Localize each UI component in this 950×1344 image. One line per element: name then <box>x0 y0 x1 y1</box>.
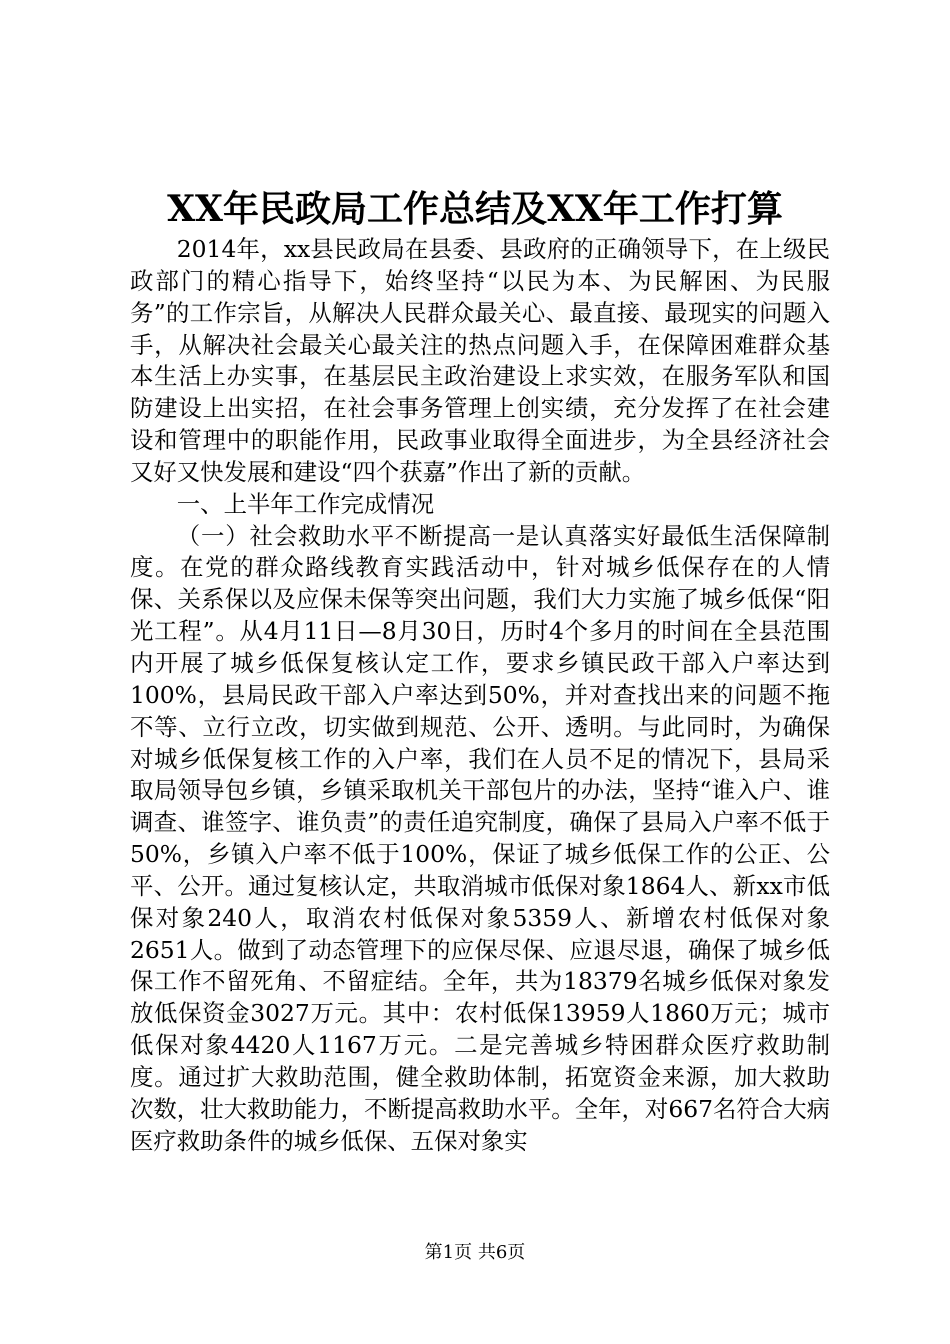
section-heading: 一、上半年工作完成情况 <box>176 489 435 518</box>
document-body <box>130 234 830 1157</box>
subsection-paragraph: （一）社会救助水平不断提高一是认真落实好最低生活保障制度。在党的群众路线教育实践活动中，针对城乡低保存在的人情保、关系保以及应保未保等突出问题，我们大力实施了城乡低保“阳光工程”。从4月11日—8月30日，历时4个多月的时间在全县范围内开展了城乡低保复核认定工作，要求乡镇民政干部入户率达到100%，县局民政干部入户率达到50%，并对查找出来的问题不拖不等、立行立改，切实做到规范、公开、透明。与此同时，为确保对城乡低保复核工作的入户率，我们在人员不足的情况下，县局采取局领导包乡镇，乡镇采取机关干部包片的办法，坚持“谁入户、谁调查、谁签字、谁负责”的责任追究制度，确保了县局入户率不低于50%，乡镇入户率不低于100%，保证了城乡低保工作的公正、公平、公开。通过复核认定，共取消城市低保对象1864人、新xx市低保对象240人，取消农村低保对象5359人、新增农村低保对象2651人。做到了动态管理下的应保尽保、应退尽退，确保了城乡低保工作不留死角、不留症结。全年，共为18379名城乡低保对象发放低保资金3027万元。其中：农村低保13959人1860万元；城市低保对象4420人1167万元。二是完善城乡特困群众医疗救助制度。通过扩大救助范围，健全救助体制，拓宽资金来源，加大救助次数，壮大救助能力，不断提高救助水平。全年，对667名符合大病医疗救助条件的城乡低保、五保对象实 <box>130 521 830 1155</box>
intro-paragraph: 2014年，xx县民政局在县委、县政府的正确领导下，在上级民政部门的精心指导下，始终坚持“以民为本、为民解困、为民服务”的工作宗旨，从解决人民群众最关心、最直接、最现实的问题入手，从解决社会最关心最关注的热点问题入手，在保障困难群众基本生活上办实事，在基层民主政治建设上求实效，在服务军队和国防建设上出实招，在社会事务管理上创实绩，充分发挥了在社会建设和管理中的职能作用，民政事业取得全面进步，为全县经济社会又好又快发展和建设“四个获嘉”作出了新的贡献。 <box>130 235 830 486</box>
document-title: XX年民政局工作总结及XX年工作打算 <box>167 188 783 230</box>
page-footer: 第1页 共6页 <box>424 1242 526 1263</box>
